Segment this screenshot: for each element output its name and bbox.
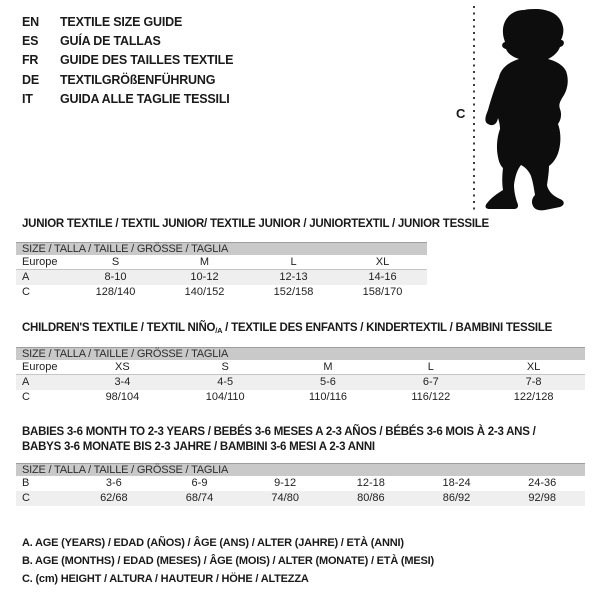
table-row-c — [16, 285, 427, 300]
language-label: GUÍA DE TALLAS — [60, 34, 161, 49]
legend-line-c: C. (cm) HEIGHT / ALTURA / HAUTEUR / HÖHE / ALTEZZA — [22, 572, 309, 585]
language-row-de — [22, 70, 422, 89]
cell: 158/170 — [362, 286, 403, 298]
title-text: CHILDREN'S TEXTILE / TEXTIL NIÑO — [22, 322, 216, 334]
cell: 7-8 — [525, 376, 542, 388]
size-header-bar: SIZE / TALLA / TAILLE / GRÖSSE / TAGLIA — [16, 463, 585, 476]
row-label: Europe — [22, 361, 58, 373]
cell: 116/122 — [411, 391, 451, 403]
language-row-en — [22, 12, 422, 31]
legend-line-a: A. AGE (YEARS) / EDAD (AÑOS) / ÂGE (ANS) / ALTER (JAHRE) / ETÀ (ANNI) — [22, 537, 404, 549]
language-label: TEXTILGRÖßENFÜHRUNG — [60, 72, 216, 87]
row-label: C — [22, 286, 30, 298]
cell: L — [427, 361, 434, 373]
row-label: C — [22, 492, 30, 504]
language-row-es — [22, 31, 422, 50]
cell: 10-12 — [190, 271, 219, 283]
row-label: C — [22, 391, 30, 403]
baby-silhouette-icon — [485, 9, 567, 210]
legend-line-b: B. AGE (MONTHS) / EDAD (MESES) / ÂGE (MOIS) / ALTER (MONATE) / ETÀ (MESI) — [22, 554, 434, 567]
cell: XL — [526, 361, 541, 373]
language-code: ES — [22, 34, 39, 49]
cell: 12-13 — [279, 271, 308, 283]
cell: 3-4 — [114, 376, 131, 388]
cell: L — [290, 256, 297, 268]
language-code: IT — [22, 92, 33, 107]
language-code: EN — [22, 14, 39, 29]
cell: 68/74 — [185, 492, 214, 504]
table-row-a — [16, 375, 585, 390]
language-row-fr — [22, 51, 422, 70]
cell: 4-5 — [217, 376, 234, 388]
table-row-europe — [16, 360, 585, 375]
cell: 24-36 — [528, 477, 557, 489]
language-code: FR — [22, 53, 39, 68]
language-label: GUIDA ALLE TAGLIE TESSILI — [60, 92, 230, 107]
babies-table — [16, 463, 585, 506]
language-row-it — [22, 90, 422, 109]
cell: 86/92 — [442, 492, 471, 504]
cell: S — [221, 361, 229, 373]
cell: 18-24 — [442, 477, 471, 489]
table-row-c — [16, 491, 585, 506]
cell: 8-10 — [104, 271, 127, 283]
language-label: GUIDE DES TAILLES TEXTILE — [60, 53, 234, 68]
junior-section-title: JUNIOR TEXTILE / TEXTIL JUNIOR/ TEXTILE JUNIOR / JUNIORTEXTIL / JUNIOR TESSILE — [22, 218, 489, 230]
row-label: Europe — [22, 256, 58, 268]
cell: XS — [115, 361, 130, 373]
table-row-c — [16, 390, 585, 405]
children-section-title — [22, 321, 552, 338]
cell: 3-6 — [105, 477, 122, 489]
size-header-bar: SIZE / TALLA / TAILLE / GRÖSSE / TAGLIA — [16, 242, 427, 255]
cell: 80/86 — [357, 492, 385, 504]
babies-section-title-line1: BABIES 3-6 MONTH TO 2-3 YEARS / BEBÉS 3-6 MESES A 2-3 AÑOS / BÉBÉS 3-6 MOIS À 2-3 ANS / — [22, 426, 536, 438]
size-header-bar: SIZE / TALLA / TAILLE / GRÖSSE / TAGLIA — [16, 347, 585, 360]
cell: 62/68 — [100, 492, 128, 504]
language-list — [22, 12, 422, 109]
cell: 14-16 — [368, 271, 397, 283]
cell: M — [323, 361, 333, 373]
cell: 6-9 — [191, 477, 208, 489]
cell: 140/152 — [184, 286, 225, 298]
cell: 5-6 — [320, 376, 336, 388]
cell: 98/104 — [105, 391, 140, 403]
language-label: TEXTILE SIZE GUIDE — [60, 14, 183, 29]
language-code: DE — [22, 72, 39, 87]
cell: 9-12 — [274, 477, 297, 489]
cell: S — [111, 256, 120, 268]
row-label: B — [22, 477, 30, 489]
children-table — [16, 347, 585, 405]
junior-table — [16, 242, 427, 300]
cell: 104/110 — [205, 391, 245, 403]
cell: 74/80 — [271, 492, 299, 504]
table-row-a — [16, 270, 427, 285]
row-label: A — [22, 271, 30, 283]
title-text: / TEXTILE DES ENFANTS / KINDERTEXTIL / BAMBINI TESSILE — [222, 322, 553, 334]
cell: 6-7 — [422, 376, 439, 388]
table-row-europe — [16, 255, 427, 270]
cell: 92/98 — [528, 492, 556, 504]
cell: 152/158 — [273, 286, 314, 298]
row-label: A — [22, 376, 30, 388]
cell: 122/128 — [513, 391, 554, 403]
title-subscript: /A — [215, 326, 223, 335]
cell: M — [199, 256, 210, 268]
cell: 12-18 — [356, 477, 385, 489]
table-row-b — [16, 476, 585, 491]
babies-section-title-line2: BABYS 3-6 MONATE BIS 2-3 JAHRE / BAMBINI 3-6 MESI A 2-3 ANNI — [22, 441, 375, 453]
measure-label-c: C — [456, 106, 466, 121]
cell: XL — [375, 256, 390, 268]
cell: 110/116 — [308, 391, 348, 403]
cell: 128/140 — [95, 286, 136, 298]
measurement-legend — [22, 535, 434, 588]
